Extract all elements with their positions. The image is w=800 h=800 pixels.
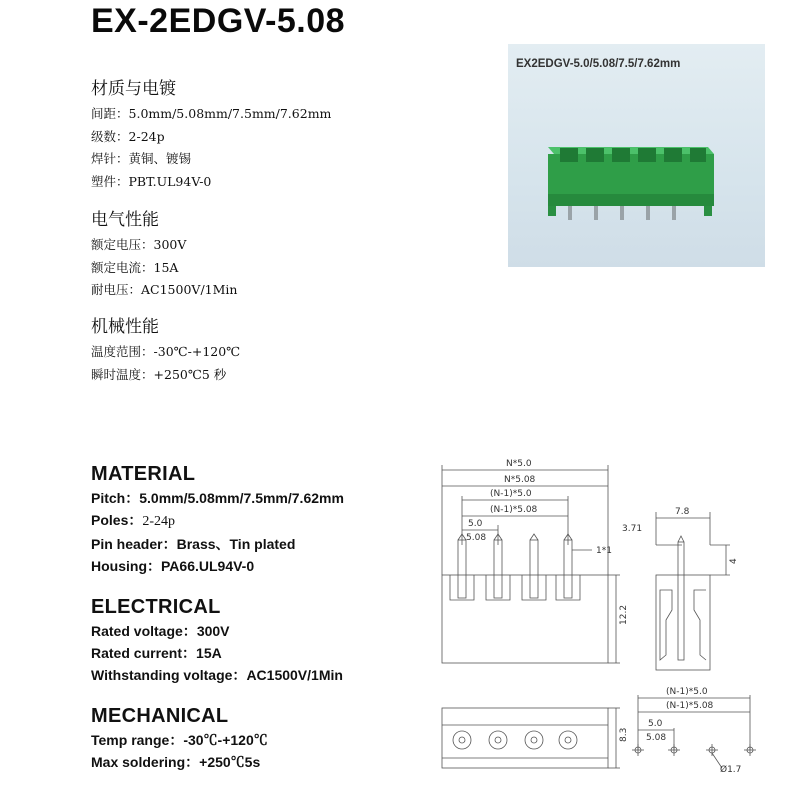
spec-value: 300V bbox=[153, 237, 187, 252]
spec-value: AC1500V/1Min bbox=[141, 282, 238, 297]
photo-label: EX2EDGV-5.0/5.08/7.5/7.62mm bbox=[516, 58, 681, 70]
dim-n-pitch-508: N*5.08 bbox=[504, 475, 536, 485]
en-spec-row bbox=[91, 642, 343, 664]
dim-depth-78: 7.8 bbox=[675, 507, 690, 517]
cn-spec-row bbox=[91, 171, 331, 194]
spec-value: AC1500V/1Min bbox=[246, 667, 343, 683]
spec-label: 塑件： bbox=[91, 173, 129, 189]
spec-label: 额定电压： bbox=[91, 237, 154, 252]
spec-label: 额定电流： bbox=[91, 259, 154, 275]
spec-value: 2-24p bbox=[142, 514, 176, 529]
dim-n1-pitch-50: (N-1)*5.0 bbox=[490, 489, 532, 499]
dim-pitch-508: 5.08 bbox=[466, 533, 487, 543]
spec-label: Rated current： bbox=[91, 645, 197, 661]
cn-spec-row bbox=[91, 234, 237, 257]
technical-drawing bbox=[420, 450, 780, 790]
cn-spec-row bbox=[91, 364, 240, 387]
dim-pin-len-4: 4 bbox=[729, 558, 739, 564]
dim-pcb-n1-50: (N-1)*5.0 bbox=[666, 687, 708, 697]
page-title: EX-2EDGV-5.08 bbox=[91, 2, 346, 40]
en-spec-row bbox=[91, 533, 344, 555]
spec-value: +250℃5s bbox=[199, 754, 261, 770]
en-mechanical-section bbox=[91, 705, 268, 773]
cn-material-section bbox=[91, 74, 331, 193]
cn-mechanical-section bbox=[91, 312, 240, 386]
dim-n1-pitch-508: (N-1)*5.08 bbox=[490, 505, 538, 515]
dim-height-122: 12.2 bbox=[619, 604, 629, 625]
spec-value: 15A bbox=[153, 259, 179, 275]
spec-value: -30℃-+120℃ bbox=[183, 732, 268, 748]
spec-label: Pin header： bbox=[91, 536, 177, 552]
spec-value: 300V bbox=[196, 623, 230, 639]
cn-spec-row bbox=[91, 341, 240, 364]
spec-label: 瞬时温度： bbox=[91, 366, 154, 382]
dim-offset-371: 3.71 bbox=[622, 524, 643, 534]
dim-hole-17: Ø1.7 bbox=[720, 765, 742, 775]
spec-value: PA66.UL94V-0 bbox=[161, 558, 255, 574]
product-photo bbox=[508, 44, 765, 267]
dim-pcb-50: 5.0 bbox=[648, 719, 663, 729]
spec-label: Rated voltage： bbox=[91, 623, 197, 639]
en-spec-row bbox=[91, 620, 343, 642]
spec-label: Withstanding voltage： bbox=[91, 667, 247, 683]
spec-label: 间距： bbox=[91, 106, 129, 121]
dim-pitch-50: 5.0 bbox=[468, 519, 483, 529]
en-mechanical-heading: MECHANICAL bbox=[91, 705, 229, 727]
spec-label: Housing： bbox=[91, 558, 161, 574]
en-spec-row bbox=[91, 751, 268, 773]
spec-label: Poles： bbox=[91, 512, 143, 528]
spec-value: 15A bbox=[196, 645, 222, 661]
cn-mechanical-heading: 机械性能 bbox=[91, 317, 159, 337]
cn-spec-row bbox=[91, 126, 331, 149]
spec-value: 黄铜、镀锡 bbox=[128, 151, 192, 166]
cn-material-heading: 材质与电镀 bbox=[91, 79, 176, 99]
spec-value: -30℃-+120℃ bbox=[153, 344, 241, 359]
spec-value: 2-24p bbox=[128, 128, 165, 144]
spec-value: 5.0mm/5.08mm/7.5mm/7.62mm bbox=[128, 106, 332, 121]
en-spec-row bbox=[91, 487, 344, 509]
cn-spec-row bbox=[91, 148, 331, 171]
en-spec-row bbox=[91, 664, 343, 686]
spec-label: 温度范围： bbox=[91, 344, 154, 359]
cn-spec-row bbox=[91, 103, 331, 126]
dim-pcb-508: 5.08 bbox=[646, 733, 667, 743]
spec-value: Brass、Tin plated bbox=[176, 536, 296, 552]
cn-electrical-heading: 电气性能 bbox=[91, 210, 159, 230]
spec-label: Temp range： bbox=[91, 732, 184, 748]
dim-pin-1x1: 1*1 bbox=[596, 546, 612, 556]
cn-electrical-section bbox=[91, 205, 237, 302]
en-spec-row bbox=[91, 509, 344, 533]
spec-label: 级数： bbox=[91, 128, 129, 144]
en-electrical-section bbox=[91, 596, 343, 686]
spec-label: 焊针： bbox=[91, 151, 129, 166]
cn-spec-row bbox=[91, 279, 237, 302]
en-spec-row bbox=[91, 555, 344, 577]
en-electrical-heading: ELECTRICAL bbox=[91, 596, 221, 618]
dim-pcb-n1-508: (N-1)*5.08 bbox=[666, 701, 714, 711]
spec-value: PBT.UL94V-0 bbox=[128, 173, 212, 189]
cn-spec-row bbox=[91, 257, 237, 280]
dim-n-pitch-50: N*5.0 bbox=[506, 459, 532, 469]
en-material-heading: MATERIAL bbox=[91, 463, 196, 485]
en-material-section bbox=[91, 463, 344, 577]
spec-value: 5.0mm/5.08mm/7.5mm/7.62mm bbox=[139, 490, 344, 506]
spec-label: Pitch： bbox=[91, 490, 140, 506]
spec-label: Max soldering： bbox=[91, 754, 200, 770]
connector-image bbox=[508, 44, 765, 267]
dim-bottom-83: 8.3 bbox=[619, 727, 629, 742]
spec-label: 耐电压： bbox=[91, 282, 142, 297]
spec-value: +250℃5 秒 bbox=[153, 366, 227, 382]
en-spec-row bbox=[91, 729, 268, 751]
